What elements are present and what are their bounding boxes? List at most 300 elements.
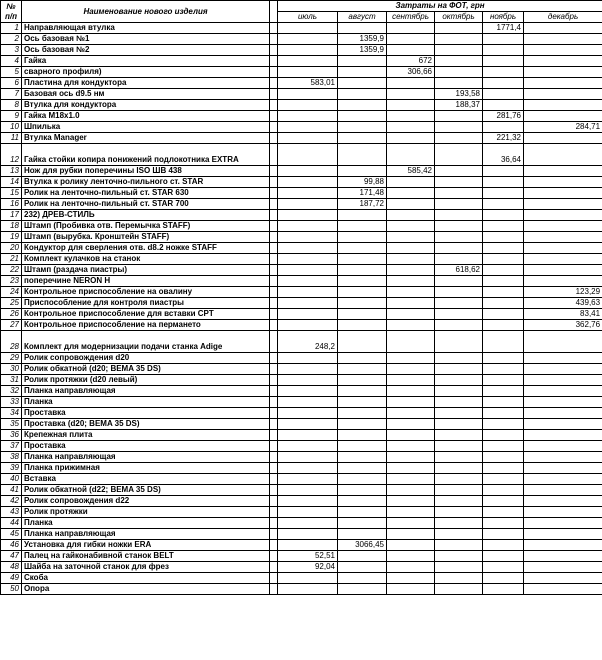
cost-cell — [435, 331, 483, 353]
spacer-cell — [270, 375, 278, 386]
cost-cell — [387, 573, 435, 584]
spacer-cell — [270, 474, 278, 485]
header-cost: Затраты на ФОТ, грн — [278, 1, 602, 12]
cost-cell — [387, 45, 435, 56]
row-number: 20 — [1, 243, 22, 254]
cost-cell — [387, 144, 435, 166]
cost-cell — [387, 199, 435, 210]
item-name: Втулка к ролику ленточно-пильного ст. STAR — [22, 177, 270, 188]
item-name: Проставка — [22, 408, 270, 419]
cost-cell — [483, 100, 524, 111]
row-number: 47 — [1, 551, 22, 562]
table-row — [1, 254, 602, 265]
header-name: Наименование нового изделия — [22, 1, 270, 23]
item-name: Планка — [22, 397, 270, 408]
spacer-cell — [270, 276, 278, 287]
cost-cell — [483, 463, 524, 474]
cost-cell — [524, 232, 602, 243]
cost-cell — [483, 320, 524, 331]
row-number: 32 — [1, 386, 22, 397]
cost-cell — [435, 45, 483, 56]
spacer-cell — [270, 23, 278, 34]
cost-cell — [483, 331, 524, 353]
row-number: 9 — [1, 111, 22, 122]
table-row — [1, 287, 602, 298]
cost-cell — [338, 386, 387, 397]
cost-cell — [278, 177, 338, 188]
cost-cell — [278, 419, 338, 430]
table-row — [1, 452, 602, 463]
cost-cell — [435, 551, 483, 562]
item-name: Палец на гайконабивной станок BELT — [22, 551, 270, 562]
cost-cell — [483, 199, 524, 210]
cost-cell — [435, 364, 483, 375]
item-name: Ролик сопровождения d20 — [22, 353, 270, 364]
spacer-cell — [270, 507, 278, 518]
row-number: 37 — [1, 441, 22, 452]
cost-cell — [524, 144, 602, 166]
cost-cell — [483, 188, 524, 199]
cost-cell — [435, 199, 483, 210]
cost-cell — [278, 199, 338, 210]
cost-cell — [524, 78, 602, 89]
row-number: 30 — [1, 364, 22, 375]
item-name: Планка направляющая — [22, 452, 270, 463]
row-number: 8 — [1, 100, 22, 111]
cost-cell — [278, 441, 338, 452]
cost-cell — [387, 133, 435, 144]
cost-cell — [524, 166, 602, 177]
cost-cell — [524, 441, 602, 452]
item-name: Штамп (вырубка. Кронштейн STAFF) — [22, 232, 270, 243]
cost-cell — [338, 309, 387, 320]
table-row — [1, 375, 602, 386]
cost-cell — [483, 419, 524, 430]
table-row — [1, 243, 602, 254]
spacer-cell — [270, 452, 278, 463]
cost-cell — [524, 276, 602, 287]
row-number: 10 — [1, 122, 22, 133]
cost-cell — [387, 122, 435, 133]
cost-cell — [387, 89, 435, 100]
cost-cell — [524, 386, 602, 397]
cost-cell — [524, 89, 602, 100]
row-number: 3 — [1, 45, 22, 56]
cost-cell — [338, 397, 387, 408]
cost-cell — [524, 221, 602, 232]
item-name: Ролик протяжки — [22, 507, 270, 518]
cost-cell — [338, 507, 387, 518]
table-row — [1, 133, 602, 144]
spacer-cell — [270, 441, 278, 452]
table-row — [1, 518, 602, 529]
table-row — [1, 122, 602, 133]
header-month: ноябрь — [483, 12, 524, 23]
cost-cell — [338, 331, 387, 353]
cost-cell — [483, 573, 524, 584]
cost-cell — [483, 496, 524, 507]
spacer-cell — [270, 397, 278, 408]
cost-cell — [483, 375, 524, 386]
cost-cell — [483, 276, 524, 287]
cost-cell — [435, 386, 483, 397]
cost-cell — [338, 573, 387, 584]
cost-cell — [524, 518, 602, 529]
table-row — [1, 166, 602, 177]
spacer-cell — [270, 67, 278, 78]
spacer-cell — [270, 331, 278, 353]
item-name: Проставка (d20; BEMA 35 DS) — [22, 419, 270, 430]
table-row — [1, 188, 602, 199]
cost-cell — [338, 122, 387, 133]
cost-cell — [524, 474, 602, 485]
table-row — [1, 430, 602, 441]
row-number: 17 — [1, 210, 22, 221]
cost-cell — [338, 353, 387, 364]
cost-cell — [435, 232, 483, 243]
cost-cell — [278, 166, 338, 177]
cost-cell — [483, 507, 524, 518]
table-row — [1, 474, 602, 485]
cost-cell — [524, 397, 602, 408]
spacer-cell — [270, 265, 278, 276]
cost-cell — [387, 254, 435, 265]
cost-cell — [483, 122, 524, 133]
item-name: Контрольное приспособление для вставки CPT — [22, 309, 270, 320]
item-name: Комплект для модернизации подачи станка Adige — [22, 331, 270, 353]
cost-cell — [387, 188, 435, 199]
cost-cell — [524, 452, 602, 463]
cost-cell — [524, 463, 602, 474]
cost-cell — [387, 386, 435, 397]
item-name: Базовая ось d9.5 нм — [22, 89, 270, 100]
spacer-cell — [270, 210, 278, 221]
cost-cell — [524, 188, 602, 199]
cost-cell — [524, 562, 602, 573]
cost-cell — [387, 276, 435, 287]
spacer-cell — [270, 573, 278, 584]
cost-cell — [483, 408, 524, 419]
cost-cell — [387, 507, 435, 518]
row-number: 2 — [1, 34, 22, 45]
header-num-label: № — [6, 1, 16, 11]
cost-cell — [338, 364, 387, 375]
cost-cell — [278, 67, 338, 78]
table-row — [1, 408, 602, 419]
cost-cell — [278, 144, 338, 166]
cost-cell — [338, 430, 387, 441]
cost-cell — [435, 430, 483, 441]
cost-cell: 187,72 — [338, 199, 387, 210]
cost-cell — [435, 23, 483, 34]
cost-cell — [435, 67, 483, 78]
cost-cell — [278, 111, 338, 122]
table-row — [1, 584, 602, 595]
table-row — [1, 397, 602, 408]
cost-cell — [483, 430, 524, 441]
cost-cell — [483, 485, 524, 496]
item-name: Ролик протяжки (d20 левый) — [22, 375, 270, 386]
item-name: Крепежная плита — [22, 430, 270, 441]
cost-cell: 284,71 — [524, 122, 602, 133]
cost-cell — [387, 265, 435, 276]
cost-cell — [387, 584, 435, 595]
item-name: Штамп (раздача пиастры) — [22, 265, 270, 276]
cost-cell: 171,48 — [338, 188, 387, 199]
spacer-cell — [270, 408, 278, 419]
cost-cell — [278, 353, 338, 364]
cost-cell — [338, 100, 387, 111]
table-row — [1, 100, 602, 111]
row-number: 12 — [1, 144, 22, 166]
cost-cell: 99,88 — [338, 177, 387, 188]
header-month: октябрь — [435, 12, 483, 23]
cost-cell — [524, 485, 602, 496]
table-row — [1, 276, 602, 287]
cost-cell — [338, 419, 387, 430]
cost-cell — [338, 496, 387, 507]
item-name: Планка направляющая — [22, 386, 270, 397]
cost-cell — [278, 287, 338, 298]
cost-cell: 52,51 — [278, 551, 338, 562]
cost-cell — [338, 320, 387, 331]
table-row — [1, 562, 602, 573]
cost-cell — [387, 100, 435, 111]
cost-cell — [483, 397, 524, 408]
table-row — [1, 573, 602, 584]
spacer-cell — [270, 518, 278, 529]
spacer-cell — [270, 540, 278, 551]
cost-cell — [278, 56, 338, 67]
item-name: Опора — [22, 584, 270, 595]
cost-cell — [387, 364, 435, 375]
cost-cell — [435, 309, 483, 320]
spacer-cell — [270, 254, 278, 265]
cost-cell — [387, 78, 435, 89]
table-row — [1, 551, 602, 562]
item-name: Планка — [22, 518, 270, 529]
cost-cell — [278, 474, 338, 485]
cost-cell — [483, 67, 524, 78]
item-name: Ось базовая №2 — [22, 45, 270, 56]
spacer-cell — [270, 551, 278, 562]
item-name: Втулка для кондуктора — [22, 100, 270, 111]
cost-cell — [338, 562, 387, 573]
table-row — [1, 298, 602, 309]
cost-cell — [524, 331, 602, 353]
spacer-cell — [270, 529, 278, 540]
cost-cell: 83,41 — [524, 309, 602, 320]
cost-cell — [435, 540, 483, 551]
row-number: 48 — [1, 562, 22, 573]
spacer-cell — [270, 199, 278, 210]
cost-cell — [483, 584, 524, 595]
cost-cell — [338, 287, 387, 298]
item-name: Комплект кулачков на станок — [22, 254, 270, 265]
table-row — [1, 221, 602, 232]
cost-cell — [387, 562, 435, 573]
cost-cell — [524, 23, 602, 34]
cost-cell: 1359,9 — [338, 45, 387, 56]
cost-cell — [435, 188, 483, 199]
cost-cell — [278, 540, 338, 551]
cost-cell — [338, 474, 387, 485]
cost-cell — [524, 507, 602, 518]
cost-cell — [483, 353, 524, 364]
cost-cell: 248,2 — [278, 331, 338, 353]
cost-cell — [278, 210, 338, 221]
cost-cell — [387, 452, 435, 463]
spacer-cell — [270, 166, 278, 177]
cost-cell — [278, 463, 338, 474]
spacer-cell — [270, 232, 278, 243]
cost-cell — [338, 166, 387, 177]
table-row — [1, 89, 602, 100]
row-number: 21 — [1, 254, 22, 265]
table-row — [1, 232, 602, 243]
cost-cell — [483, 265, 524, 276]
row-number: 25 — [1, 298, 22, 309]
cost-cell — [387, 540, 435, 551]
cost-cell — [435, 210, 483, 221]
cost-cell — [387, 551, 435, 562]
spacer-cell — [270, 45, 278, 56]
cost-cell — [278, 243, 338, 254]
item-name: Планка прижимная — [22, 463, 270, 474]
spacer-cell — [270, 287, 278, 298]
cost-cell — [435, 177, 483, 188]
cost-cell — [338, 56, 387, 67]
cost-cell — [483, 529, 524, 540]
item-name: Гайка стойки копира понижений подлокотника EXTRA — [22, 144, 270, 166]
cost-cell — [338, 133, 387, 144]
cost-cell — [338, 89, 387, 100]
cost-cell — [338, 375, 387, 386]
cost-cell — [387, 221, 435, 232]
row-number: 43 — [1, 507, 22, 518]
cost-cell — [435, 254, 483, 265]
cost-cell — [278, 122, 338, 133]
cost-cell — [435, 397, 483, 408]
cost-cell — [338, 529, 387, 540]
cost-cell — [387, 441, 435, 452]
cost-cell — [435, 496, 483, 507]
cost-cell — [387, 331, 435, 353]
row-number: 7 — [1, 89, 22, 100]
item-name: Проставка — [22, 441, 270, 452]
cost-cell — [435, 320, 483, 331]
cost-cell — [387, 177, 435, 188]
cost-cell — [278, 23, 338, 34]
cost-cell — [338, 210, 387, 221]
cost-cell — [435, 111, 483, 122]
cost-cell — [435, 529, 483, 540]
cost-cell — [483, 386, 524, 397]
header-num-sub: п/п — [5, 11, 17, 21]
table-row — [1, 45, 602, 56]
item-name: Ролик обкатной (d22; BEMA 35 DS) — [22, 485, 270, 496]
row-number: 41 — [1, 485, 22, 496]
cost-cell — [387, 518, 435, 529]
cost-cell: 36,64 — [483, 144, 524, 166]
table-row — [1, 485, 602, 496]
cost-cell — [387, 419, 435, 430]
cost-cell — [387, 23, 435, 34]
cost-cell: 193,58 — [435, 89, 483, 100]
cost-cell — [387, 210, 435, 221]
cost-cell — [278, 452, 338, 463]
cost-cell — [278, 232, 338, 243]
cost-cell — [524, 111, 602, 122]
spacer-cell — [270, 34, 278, 45]
item-name: Направляющая втулка — [22, 23, 270, 34]
table-row — [1, 177, 602, 188]
cost-cell — [435, 78, 483, 89]
table-row — [1, 364, 602, 375]
spacer-cell — [270, 188, 278, 199]
row-number: 49 — [1, 573, 22, 584]
cost-cell — [435, 375, 483, 386]
row-number: 42 — [1, 496, 22, 507]
cost-cell — [435, 562, 483, 573]
row-number: 26 — [1, 309, 22, 320]
row-number: 50 — [1, 584, 22, 595]
row-number: 22 — [1, 265, 22, 276]
cost-cell — [483, 78, 524, 89]
cost-cell — [278, 408, 338, 419]
table-row — [1, 331, 602, 353]
spacer-cell — [270, 419, 278, 430]
cost-cell — [338, 78, 387, 89]
item-name: Ролик на ленточно-пильный ст. STAR 700 — [22, 199, 270, 210]
cost-cell — [483, 177, 524, 188]
table-row — [1, 463, 602, 474]
cost-cell — [524, 34, 602, 45]
cost-cell: 123,29 — [524, 287, 602, 298]
cost-cell — [524, 254, 602, 265]
cost-cell: 1771,4 — [483, 23, 524, 34]
cost-cell — [524, 177, 602, 188]
cost-cell — [435, 34, 483, 45]
table-row — [1, 441, 602, 452]
cost-cell — [338, 144, 387, 166]
header-month: июль — [278, 12, 338, 23]
spacer-cell — [270, 243, 278, 254]
cost-cell — [278, 320, 338, 331]
spacer-cell — [270, 485, 278, 496]
table-row — [1, 265, 602, 276]
cost-cell — [524, 199, 602, 210]
cost-cell — [435, 56, 483, 67]
item-name: 232) ДРЕВ-СТИЛЬ — [22, 210, 270, 221]
item-name: Вставка — [22, 474, 270, 485]
row-number: 40 — [1, 474, 22, 485]
cost-cell — [524, 265, 602, 276]
row-number: 34 — [1, 408, 22, 419]
cost-cell — [524, 45, 602, 56]
item-name: Втулка Manager — [22, 133, 270, 144]
cost-cell — [338, 221, 387, 232]
cost-cell — [483, 56, 524, 67]
cost-cell — [524, 408, 602, 419]
cost-cell — [524, 364, 602, 375]
cost-cell — [524, 100, 602, 111]
cost-cell — [524, 529, 602, 540]
table-row — [1, 529, 602, 540]
cost-cell — [387, 111, 435, 122]
cost-cell — [483, 166, 524, 177]
spacer-cell — [270, 111, 278, 122]
